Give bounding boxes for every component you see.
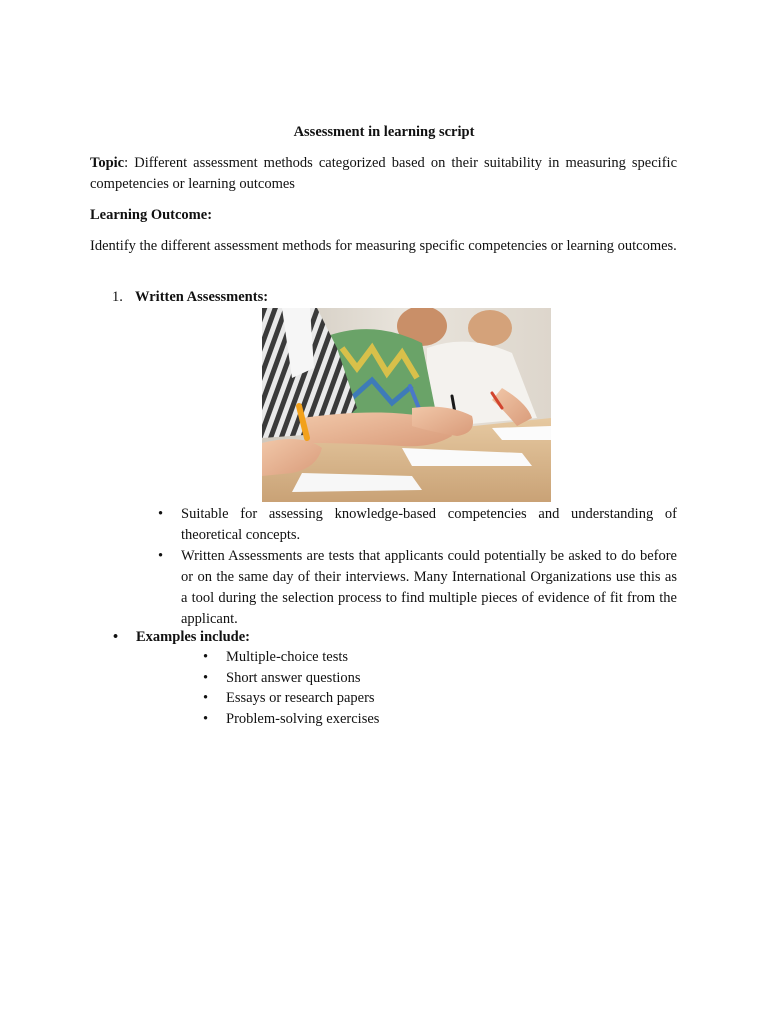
learning-outcome-heading: Learning Outcome: — [90, 207, 213, 223]
list-item: • Essays or research papers — [203, 688, 379, 709]
students-writing-photo — [262, 308, 551, 502]
list-item: • Problem-solving exercises — [203, 709, 379, 730]
topic-paragraph — [90, 153, 677, 195]
document-title: Assessment in learning script — [293, 124, 475, 140]
topic-text: : Different assessment methods categorized based on their suitability in measuring specific competencies or learning outcomes — [90, 155, 677, 192]
section-title: Written Assessments: — [135, 289, 269, 305]
list-item: • Suitable for assessing knowledge-based competencies and understanding of theoretical concepts. — [158, 504, 677, 546]
list-item: • Written Assessments are tests that applicants could potentially be asked to do before or on the same day of their interviews. Many International Organizations use this as a tool during the selection process to find multiple pieces of evidence of fit from the applicant. — [158, 546, 677, 630]
examples-heading: • Examples include: — [113, 627, 250, 648]
list-item: • Short answer questions — [203, 668, 379, 689]
list-item: • Multiple-choice tests — [203, 647, 379, 668]
learning-outcome-text: Identify the different assessment methods for measuring specific competencies or learning outcomes. — [90, 238, 677, 254]
section-1-heading — [112, 287, 268, 308]
section-number: 1. — [112, 289, 123, 305]
section-1-bullets — [158, 504, 677, 630]
topic-label: Topic — [90, 155, 125, 171]
examples-list — [203, 647, 379, 730]
